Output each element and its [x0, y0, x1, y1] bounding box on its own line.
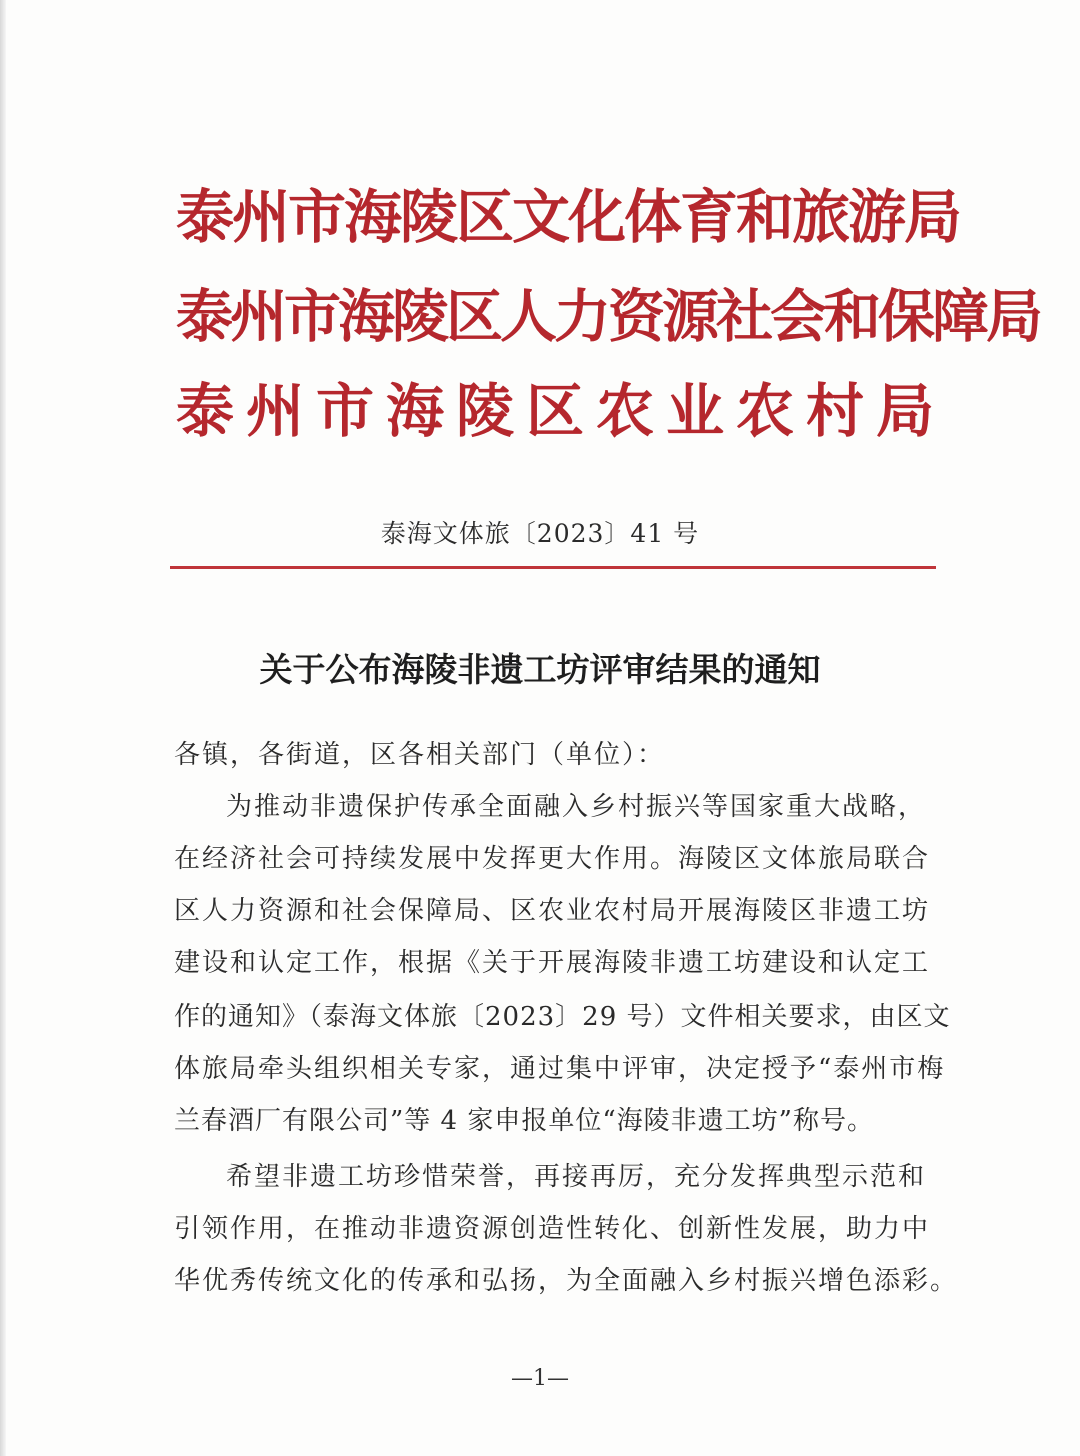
paragraph-2-line-1: 希望非遗工坊珍惜荣誉，再接再厉，充分发挥典型示范和 [226, 1162, 927, 1192]
page-number: —1— [511, 1366, 569, 1391]
paragraph-1-line-4: 建设和认定工作，根据《关于开展海陵非遗工坊建设和认定工 [174, 948, 931, 978]
red-divider-line [170, 566, 936, 569]
paragraph-2-line-2: 引领作用，在推动非遗资源创造性转化、创新性发展，助力中 [174, 1214, 931, 1244]
paragraph-1-line-1: 为推动非遗保护传承全面融入乡村振兴等国家重大战略， [226, 792, 927, 822]
page-edge-shadow [0, 0, 6, 1456]
paragraph-1-line-5: 作的通知》（泰海文体旅〔2023〕29 号）文件相关要求，由区文 [174, 1002, 951, 1032]
paragraph-2-line-3: 华优秀传统文化的传承和弘扬，为全面融入乡村振兴增色添彩。 [174, 1266, 959, 1296]
document-title: 关于公布海陵非遗工坊评审结果的通知 [259, 650, 821, 689]
document-number: 泰海文体旅〔2023〕41 号 [380, 519, 700, 548]
paragraph-1-line-7: 兰春酒厂有限公司”等 4 家申报单位“海陵非遗工坊”称号。 [174, 1106, 874, 1136]
salutation: 各镇，各街道，区各相关部门（单位）： [174, 740, 666, 770]
paragraph-1-line-2: 在经济社会可持续发展中发挥更大作用。海陵区文体旅局联合 [174, 844, 931, 874]
paragraph-1-line-6: 体旅局牵头组织相关专家，通过集中评审，决定授予“泰州市梅 [174, 1054, 946, 1084]
issuer-culture-bureau: 泰州市海陵区文化体育和旅游局 [176, 183, 961, 251]
paragraph-1-line-3: 区人力资源和社会保障局、区农业农村局开展海陵区非遗工坊 [174, 896, 931, 926]
issuer-hr-bureau: 泰州市海陵区人力资源社会和保障局 [176, 283, 1040, 350]
issuer-agriculture-bureau: 泰州市海陵区农业农村局 [176, 377, 947, 445]
